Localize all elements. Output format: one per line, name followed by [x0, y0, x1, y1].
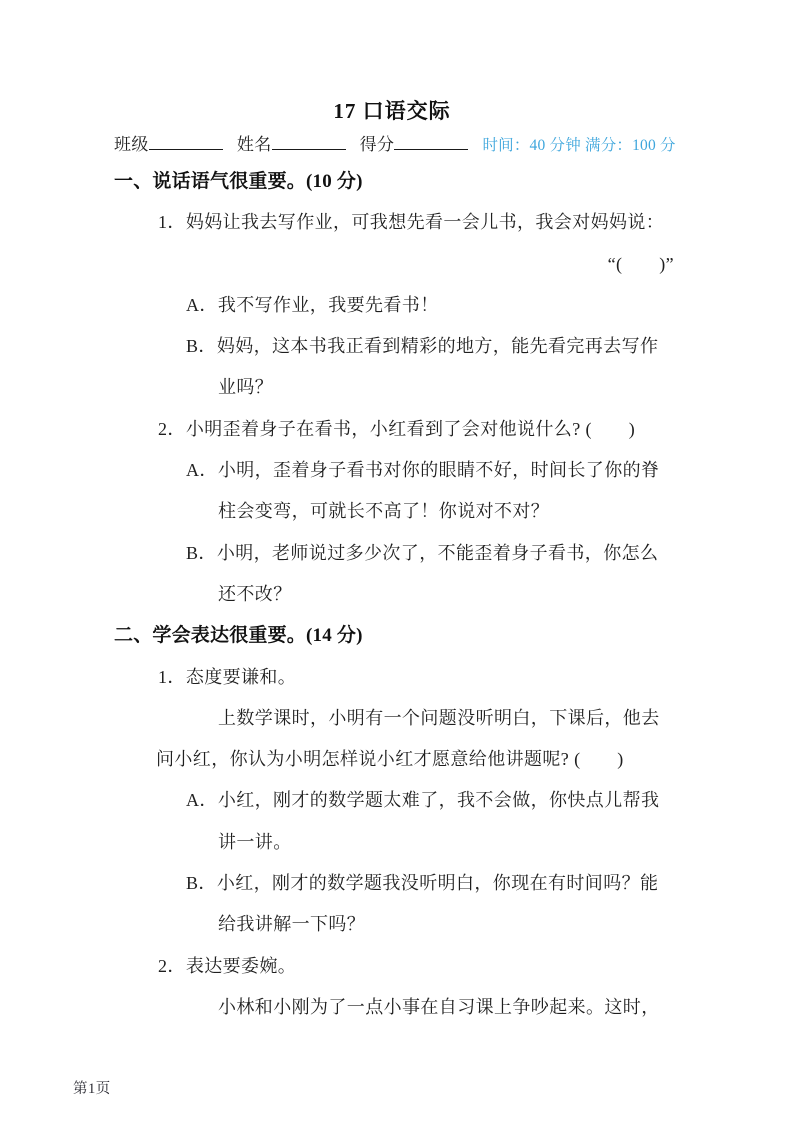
question-1-2-option-b: [114, 533, 670, 616]
question-1-1-option-b: [114, 326, 670, 409]
question-2-1-narrative: 上数学课时，小明有一个问题没听明白，下课后，他去问小红，你认为小明怎样说小红才愿意给他讲题呢? ( ): [156, 707, 660, 770]
option-a-text: 我不写作业，我要先看书！: [217, 294, 439, 315]
question-1-1-stem: 妈妈让我去写作业，可我想先看一会儿书，我会对妈妈说：: [185, 212, 665, 233]
question-2-1-stem: 态度要谦和。: [185, 666, 297, 687]
section-1: [114, 161, 674, 615]
info-bar: [114, 130, 676, 161]
section-1-heading: 一、说话语气很重要。(10 分): [114, 171, 363, 192]
option-b-text: 妈妈，这本书我正看到精彩的地方，能先看完再去写作业吗？: [216, 336, 659, 398]
page-number: 第1页: [73, 1081, 111, 1097]
question-1-2: [114, 409, 670, 450]
score-blank-line: [394, 135, 468, 150]
question-1-1-option-a: [114, 285, 670, 326]
section-2-heading: 二、学会表达很重要。(14 分): [114, 625, 363, 647]
question-2-2: [114, 946, 670, 987]
class-blank-line: [149, 135, 223, 150]
question-2-1-option-a: [114, 780, 670, 863]
option-b-text: 小红，刚才的数学题我没听明白，你现在有时间吗？能给我讲解一下吗？: [216, 873, 659, 935]
question-2-1-option-b: [114, 863, 670, 946]
option-a-text: 小红，刚才的数学题太难了，我不会做，你快点儿帮我讲一讲。: [217, 790, 660, 852]
question-2-1: [114, 657, 670, 698]
page-title: 17 口语交际: [333, 99, 451, 123]
question-1-2-number: 2．: [158, 418, 186, 439]
question-2-2-number: 2．: [158, 955, 186, 976]
question-1-1: [114, 202, 670, 243]
option-b-text: 小明，老师说过多少次了，不能歪着身子看书，你怎么还不改？: [216, 542, 659, 604]
question-1-1-answer-blank: “( )”: [607, 253, 674, 274]
option-b-label: B．: [186, 873, 217, 894]
question-1-1-number: 1．: [158, 212, 186, 233]
option-a-label: A．: [186, 790, 218, 811]
section-2: [114, 615, 670, 1028]
option-b-label: B．: [186, 542, 217, 563]
score-field: [360, 130, 483, 160]
question-1-2-option-a: [114, 450, 670, 533]
option-a-text: 小明，歪着身子看书对你的眼睛不好，时间长了你的脊柱会变弯，可就长不高了！你说对不对？: [217, 460, 660, 522]
name-label: 姓名: [236, 135, 272, 154]
option-a-label: A．: [186, 294, 218, 315]
question-2-2-narrative: 小林和小刚为了一点小事在自习课上争吵起来。这时，: [218, 996, 660, 1017]
question-1-2-stem: 小明歪着身子在看书，小红看到了会对他说什么? ( ): [185, 418, 636, 439]
option-a-label: A．: [186, 460, 218, 481]
question-2-2-stem: 表达要委婉。: [185, 955, 297, 976]
name-blank-line: [272, 135, 346, 150]
option-b-label: B．: [186, 336, 217, 357]
time-score-info: 时间：40 分钟 满分：100 分: [482, 137, 676, 154]
name-field: [237, 130, 360, 160]
class-field: [114, 130, 237, 160]
class-label: 班级: [114, 135, 149, 154]
question-2-1-number: 1．: [158, 666, 186, 687]
score-label: 得分: [359, 135, 395, 154]
